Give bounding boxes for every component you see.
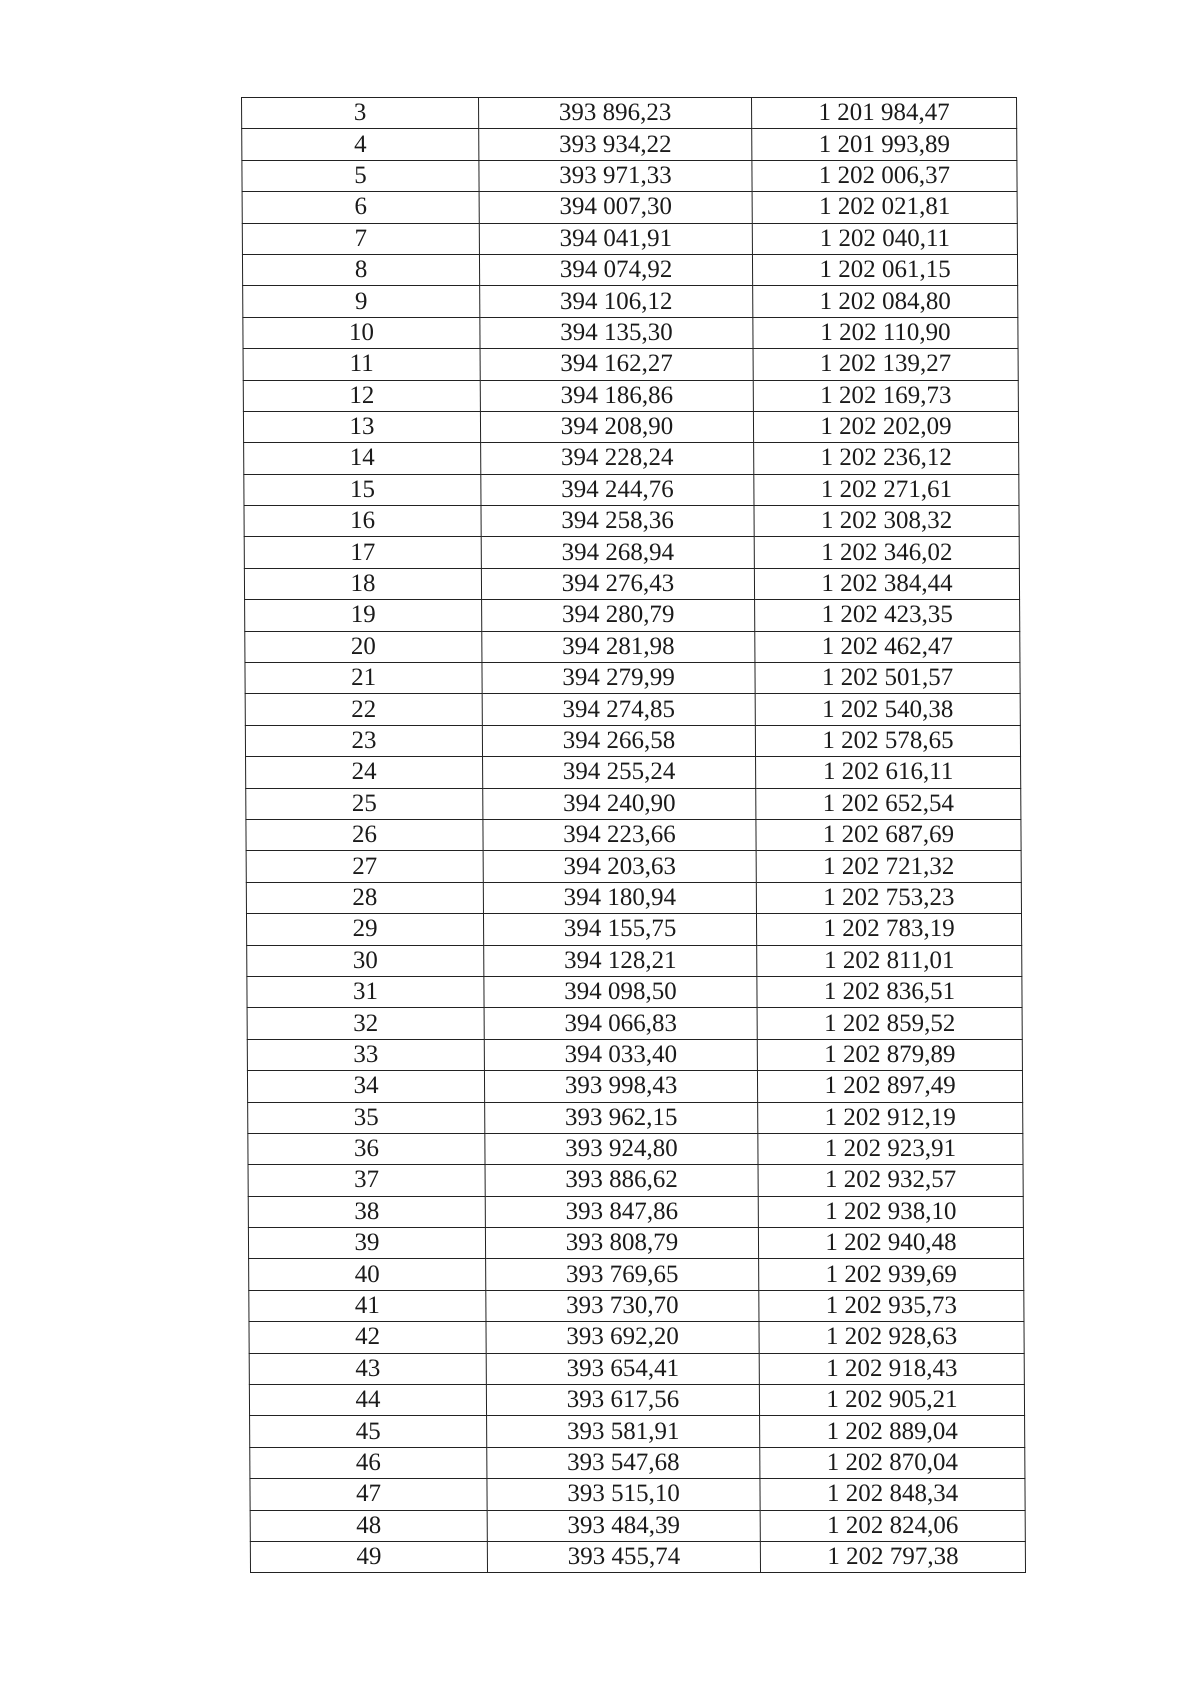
x-coordinate-cell: 393 971,33 — [479, 160, 752, 191]
x-coordinate-cell: 393 547,68 — [487, 1447, 760, 1478]
table-row — [246, 757, 1021, 788]
table-row — [243, 349, 1018, 380]
y-coordinate-cell: 1 202 897,49 — [757, 1071, 1022, 1102]
x-coordinate-cell: 393 847,86 — [485, 1196, 758, 1227]
x-coordinate-cell: 394 255,24 — [483, 757, 756, 788]
table-row — [250, 1541, 1025, 1572]
x-coordinate-cell: 393 484,39 — [487, 1510, 760, 1541]
table-row — [243, 380, 1018, 411]
y-coordinate-cell: 1 202 021,81 — [752, 192, 1017, 223]
x-coordinate-cell: 393 581,91 — [487, 1416, 760, 1447]
x-coordinate-cell: 393 455,74 — [487, 1541, 760, 1572]
point-number-cell: 20 — [245, 631, 482, 662]
x-coordinate-cell: 394 074,92 — [479, 254, 752, 285]
point-number-cell: 4 — [242, 129, 479, 160]
table-row — [249, 1322, 1024, 1353]
y-coordinate-cell: 1 202 540,38 — [755, 694, 1020, 725]
y-coordinate-cell: 1 202 939,69 — [759, 1259, 1024, 1290]
y-coordinate-cell: 1 202 110,90 — [753, 317, 1018, 348]
table-row — [248, 1133, 1023, 1164]
point-number-cell: 47 — [250, 1479, 487, 1510]
point-number-cell: 36 — [248, 1133, 485, 1164]
point-number-cell: 11 — [243, 349, 480, 380]
x-coordinate-cell: 393 808,79 — [485, 1228, 758, 1259]
x-coordinate-cell: 394 280,79 — [482, 600, 755, 631]
y-coordinate-cell: 1 202 271,61 — [754, 474, 1019, 505]
table-row — [246, 851, 1021, 882]
point-number-cell: 38 — [248, 1196, 485, 1227]
x-coordinate-cell: 393 896,23 — [479, 98, 752, 129]
point-number-cell: 25 — [246, 788, 483, 819]
point-number-cell: 5 — [242, 160, 479, 191]
x-coordinate-cell: 394 281,98 — [482, 631, 755, 662]
table-row — [247, 1071, 1022, 1102]
point-number-cell: 42 — [249, 1322, 486, 1353]
table-row — [246, 819, 1021, 850]
table-row — [242, 160, 1017, 191]
point-number-cell: 16 — [244, 506, 481, 537]
y-coordinate-cell: 1 202 797,38 — [760, 1541, 1025, 1572]
point-number-cell: 27 — [246, 851, 483, 882]
point-number-cell: 3 — [242, 98, 479, 129]
point-number-cell: 49 — [250, 1541, 487, 1572]
table-row — [242, 129, 1017, 160]
table-row — [248, 1165, 1023, 1196]
y-coordinate-cell: 1 202 905,21 — [759, 1385, 1024, 1416]
x-coordinate-cell: 394 258,36 — [481, 506, 754, 537]
point-number-cell: 34 — [247, 1071, 484, 1102]
x-coordinate-cell: 393 934,22 — [479, 129, 752, 160]
point-number-cell: 17 — [244, 537, 481, 568]
coordinates-table — [241, 97, 1026, 1573]
y-coordinate-cell: 1 202 848,34 — [760, 1479, 1025, 1510]
coordinates-table-body — [242, 98, 1026, 1573]
point-number-cell: 9 — [243, 286, 480, 317]
y-coordinate-cell: 1 202 824,06 — [760, 1510, 1025, 1541]
point-number-cell: 44 — [249, 1385, 486, 1416]
x-coordinate-cell: 394 135,30 — [480, 317, 753, 348]
table-row — [245, 631, 1020, 662]
point-number-cell: 7 — [242, 223, 479, 254]
table-row — [249, 1259, 1024, 1290]
y-coordinate-cell: 1 202 938,10 — [758, 1196, 1023, 1227]
y-coordinate-cell: 1 202 202,09 — [753, 411, 1018, 442]
x-coordinate-cell: 394 223,66 — [483, 819, 756, 850]
x-coordinate-cell: 394 186,86 — [480, 380, 753, 411]
y-coordinate-cell: 1 202 870,04 — [760, 1447, 1025, 1478]
y-coordinate-cell: 1 202 859,52 — [757, 1008, 1022, 1039]
point-number-cell: 39 — [248, 1228, 485, 1259]
y-coordinate-cell: 1 202 836,51 — [757, 976, 1022, 1007]
table-row — [243, 411, 1018, 442]
x-coordinate-cell: 394 276,43 — [481, 568, 754, 599]
y-coordinate-cell: 1 202 940,48 — [758, 1228, 1023, 1259]
x-coordinate-cell: 394 266,58 — [482, 725, 755, 756]
table-row — [245, 663, 1020, 694]
point-number-cell: 15 — [244, 474, 481, 505]
point-number-cell: 18 — [244, 568, 481, 599]
y-coordinate-cell: 1 202 616,11 — [756, 757, 1021, 788]
table-row — [250, 1479, 1025, 1510]
point-number-cell: 43 — [249, 1353, 486, 1384]
point-number-cell: 46 — [250, 1447, 487, 1478]
y-coordinate-cell: 1 202 928,63 — [759, 1322, 1024, 1353]
table-row — [245, 725, 1020, 756]
table-row — [246, 882, 1021, 913]
y-coordinate-cell: 1 202 932,57 — [758, 1165, 1023, 1196]
point-number-cell: 22 — [245, 694, 482, 725]
table-row — [248, 1196, 1023, 1227]
y-coordinate-cell: 1 202 423,35 — [755, 600, 1020, 631]
y-coordinate-cell: 1 202 462,47 — [755, 631, 1020, 662]
point-number-cell: 8 — [242, 254, 479, 285]
point-number-cell: 33 — [247, 1039, 484, 1070]
point-number-cell: 30 — [247, 945, 484, 976]
y-coordinate-cell: 1 202 923,91 — [758, 1133, 1023, 1164]
y-coordinate-cell: 1 202 721,32 — [756, 851, 1021, 882]
table-row — [250, 1416, 1025, 1447]
x-coordinate-cell: 394 162,27 — [480, 349, 753, 380]
x-coordinate-cell: 393 654,41 — [486, 1353, 759, 1384]
x-coordinate-cell: 394 208,90 — [480, 411, 753, 442]
table-row — [247, 1039, 1022, 1070]
point-number-cell: 48 — [250, 1510, 487, 1541]
table-row — [246, 914, 1021, 945]
y-coordinate-cell: 1 202 783,19 — [756, 914, 1021, 945]
table-row — [242, 98, 1017, 129]
table-row — [242, 192, 1017, 223]
x-coordinate-cell: 394 244,76 — [481, 474, 754, 505]
point-number-cell: 35 — [248, 1102, 485, 1133]
x-coordinate-cell: 394 240,90 — [483, 788, 756, 819]
y-coordinate-cell: 1 202 169,73 — [753, 380, 1018, 411]
table-row — [247, 1008, 1022, 1039]
x-coordinate-cell: 393 617,56 — [486, 1385, 759, 1416]
x-coordinate-cell: 393 515,10 — [487, 1479, 760, 1510]
x-coordinate-cell: 394 033,40 — [484, 1039, 757, 1070]
table-row — [242, 223, 1017, 254]
x-coordinate-cell: 394 007,30 — [479, 192, 752, 223]
table-row — [249, 1385, 1024, 1416]
point-number-cell: 32 — [247, 1008, 484, 1039]
y-coordinate-cell: 1 202 061,15 — [752, 254, 1017, 285]
y-coordinate-cell: 1 202 912,19 — [758, 1102, 1023, 1133]
y-coordinate-cell: 1 202 006,37 — [752, 160, 1017, 191]
y-coordinate-cell: 1 202 384,44 — [754, 568, 1019, 599]
x-coordinate-cell: 394 155,75 — [483, 914, 756, 945]
x-coordinate-cell: 393 769,65 — [486, 1259, 759, 1290]
y-coordinate-cell: 1 202 236,12 — [754, 443, 1019, 474]
table-row — [243, 286, 1018, 317]
point-number-cell: 19 — [245, 600, 482, 631]
point-number-cell: 31 — [247, 976, 484, 1007]
y-coordinate-cell: 1 202 652,54 — [756, 788, 1021, 819]
table-row — [244, 537, 1019, 568]
table-row — [245, 694, 1020, 725]
point-number-cell: 14 — [244, 443, 481, 474]
x-coordinate-cell: 394 228,24 — [481, 443, 754, 474]
point-number-cell: 6 — [242, 192, 479, 223]
x-coordinate-cell: 394 203,63 — [483, 851, 756, 882]
x-coordinate-cell: 394 180,94 — [483, 882, 756, 913]
point-number-cell: 40 — [249, 1259, 486, 1290]
x-coordinate-cell: 393 924,80 — [485, 1133, 758, 1164]
point-number-cell: 12 — [243, 380, 480, 411]
x-coordinate-cell: 394 274,85 — [482, 694, 755, 725]
table-row — [244, 474, 1019, 505]
y-coordinate-cell: 1 202 935,73 — [759, 1290, 1024, 1321]
x-coordinate-cell: 394 106,12 — [480, 286, 753, 317]
point-number-cell: 21 — [245, 663, 482, 694]
y-coordinate-cell: 1 202 687,69 — [756, 819, 1021, 850]
y-coordinate-cell: 1 202 811,01 — [757, 945, 1022, 976]
table-row — [247, 945, 1022, 976]
y-coordinate-cell: 1 201 984,47 — [752, 98, 1017, 129]
y-coordinate-cell: 1 201 993,89 — [752, 129, 1017, 160]
table-row — [249, 1353, 1024, 1384]
y-coordinate-cell: 1 202 753,23 — [756, 882, 1021, 913]
table-row — [250, 1510, 1025, 1541]
y-coordinate-cell: 1 202 879,89 — [757, 1039, 1022, 1070]
table-row — [246, 788, 1021, 819]
table-row — [242, 254, 1017, 285]
y-coordinate-cell: 1 202 040,11 — [752, 223, 1017, 254]
y-coordinate-cell: 1 202 578,65 — [755, 725, 1020, 756]
y-coordinate-cell: 1 202 084,80 — [753, 286, 1018, 317]
point-number-cell: 45 — [250, 1416, 487, 1447]
x-coordinate-cell: 393 730,70 — [486, 1290, 759, 1321]
x-coordinate-cell: 394 268,94 — [481, 537, 754, 568]
x-coordinate-cell: 394 279,99 — [482, 663, 755, 694]
point-number-cell: 41 — [249, 1290, 486, 1321]
point-number-cell: 26 — [246, 819, 483, 850]
table-row — [243, 317, 1018, 348]
point-number-cell: 23 — [245, 725, 482, 756]
table-row — [250, 1447, 1025, 1478]
x-coordinate-cell: 394 066,83 — [484, 1008, 757, 1039]
y-coordinate-cell: 1 202 139,27 — [753, 349, 1018, 380]
y-coordinate-cell: 1 202 501,57 — [755, 663, 1020, 694]
x-coordinate-cell: 393 962,15 — [485, 1102, 758, 1133]
x-coordinate-cell: 393 692,20 — [486, 1322, 759, 1353]
point-number-cell: 24 — [246, 757, 483, 788]
y-coordinate-cell: 1 202 918,43 — [759, 1353, 1024, 1384]
table-row — [245, 600, 1020, 631]
x-coordinate-cell: 394 041,91 — [479, 223, 752, 254]
table-row — [248, 1228, 1023, 1259]
table-row — [248, 1102, 1023, 1133]
table-row — [244, 568, 1019, 599]
x-coordinate-cell: 393 886,62 — [485, 1165, 758, 1196]
point-number-cell: 37 — [248, 1165, 485, 1196]
table-row — [249, 1290, 1024, 1321]
table-row — [247, 976, 1022, 1007]
table-row — [244, 443, 1019, 474]
x-coordinate-cell: 394 098,50 — [484, 976, 757, 1007]
point-number-cell: 13 — [243, 411, 480, 442]
y-coordinate-cell: 1 202 889,04 — [760, 1416, 1025, 1447]
x-coordinate-cell: 394 128,21 — [484, 945, 757, 976]
y-coordinate-cell: 1 202 346,02 — [754, 537, 1019, 568]
point-number-cell: 10 — [243, 317, 480, 348]
point-number-cell: 28 — [246, 882, 483, 913]
x-coordinate-cell: 393 998,43 — [484, 1071, 757, 1102]
y-coordinate-cell: 1 202 308,32 — [754, 506, 1019, 537]
table-row — [244, 506, 1019, 537]
point-number-cell: 29 — [246, 914, 483, 945]
